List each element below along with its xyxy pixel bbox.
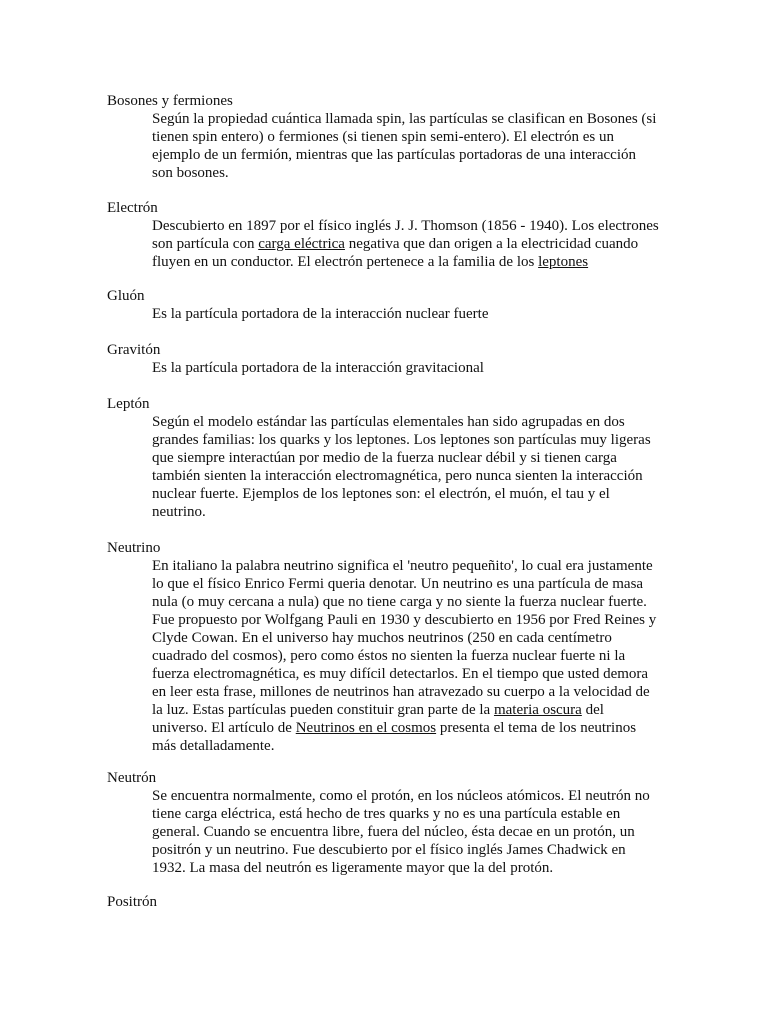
definition-line [152,823,667,841]
definition-text: del [581,702,604,718]
entry-definition [152,557,667,755]
definition-line [152,665,667,683]
definition-line [152,805,667,823]
definition-line [152,359,667,377]
definition-text: universo. El artículo de [152,720,296,736]
entry-term: Electrón [107,200,158,216]
inline-link[interactable]: materia oscura [493,702,582,718]
definition-line [152,683,667,701]
definition-text: en leer esta frase, millones de neutrinos han atravezado su cuerpo a la velocidad de [152,684,650,700]
definition-line [152,431,667,449]
definition-text: positrón y un neutrino. Fue descubierto por el físico inglés James Chadwick en [152,842,626,858]
definition-line [152,719,667,737]
definition-line [152,449,667,467]
definition-text: Es la partícula portadora de la interacción nuclear fuerte [152,306,489,322]
inline-link[interactable]: leptones [538,254,589,270]
definition-line [152,217,667,235]
entry-term: Neutrón [107,770,157,786]
definition-text: presenta el tema de los neutrinos [436,720,637,736]
definition-line [152,575,667,593]
entry-term: Positrón [107,894,158,910]
definition-line [152,253,667,271]
entry-definition [152,359,667,377]
definition-line [152,305,667,323]
entry-definition [152,110,667,182]
definition-text: Según la propiedad cuántica llamada spin, las partículas se clasifican en Bosones (si [152,111,657,127]
definition-line [152,503,667,521]
entry-neutron [107,769,667,877]
definition-text: neutrino. [152,504,206,520]
definition-text: ejemplo de un fermión, mientras que las partículas portadoras de una interacción [152,147,636,163]
definition-text: 1932. La masa del neutrón es ligeramente mayor que la del protón. [152,860,554,876]
definition-text: Es la partícula portadora de la interacción gravitacional [152,360,484,376]
definition-line [152,146,667,164]
definition-text: también sienten la interacción electromagnética, pero nunca sienten la interacción [152,468,643,484]
entry-term: Leptón [107,396,150,412]
definition-line [152,737,667,755]
entry-definition [152,305,667,323]
definition-text: Descubierto en 1897 por el físico inglés J. J. Thomson (1856 - 1940). Los electrones [152,218,659,234]
definition-text: negativa que dan origen a la electricidad cuando [344,236,639,252]
inline-link[interactable]: Neutrinos en el cosmos [295,720,437,736]
definition-text: cuadrado del cosmos), pero como éstos no sienten la fuerza nuclear fuerte ni la [152,648,626,664]
definition-line [152,647,667,665]
definition-line [152,110,667,128]
entry-neutrino [107,539,667,755]
definition-text: Clyde Cowan. En el universo hay muchos neutrinos (250 en cada centímetro [152,630,612,646]
definition-text: son partícula con [152,236,259,252]
definition-text: que siempre interactúan por medio de la fuerza nuclear débil y si tienen carga [152,450,617,466]
definition-text: Se encuentra normalmente, como el protón, en los núcleos atómicos. El neutrón no [152,788,650,804]
definition-text: la luz. Estas partículas pueden constituir gran parte de la [152,702,494,718]
definition-line [152,701,667,719]
definition-text: fuerza electromagnética, es muy difícil detectarlos. En el tiempo que usted demora [152,666,649,682]
definition-text: general. Cuando se encuentra libre, fuera del núcleo, ésta decae en un protón, un [152,824,635,840]
definition-text: lo que el físico Enrico Fermi queria denotar. Un neutrino es una partícula de masa [152,576,644,592]
entry-gluon [107,287,667,323]
entry-term: Gluón [107,288,145,304]
definition-line [152,787,667,805]
entry-electron [107,199,667,271]
definition-line [152,629,667,647]
definition-line [152,593,667,611]
entry-definition [152,413,667,521]
entry-definition [152,787,667,877]
inline-link[interactable]: carga eléctrica [258,236,345,252]
definition-line [152,413,667,431]
definition-text: más detalladamente. [152,738,275,754]
entry-lepton [107,395,667,521]
definition-text: nuclear fuerte. Ejemplos de los leptones son: el electrón, el muón, el tau y el [152,486,610,502]
definition-text: fluyen en un conductor. El electrón pertenece a la familia de los [152,254,539,270]
definition-text: Según el modelo estándar las partículas elementales han sido agrupadas en dos [152,414,625,430]
definition-text: En italiano la palabra neutrino significa el 'neutro pequeñito', lo cual era justamente [152,558,653,574]
entry-positron [107,893,667,911]
definition-line [152,841,667,859]
definition-text: Fue propuesto por Wolfgang Pauli en 1930 y descubierto en 1956 por Fred Reines y [152,612,657,628]
entry-graviton [107,341,667,377]
entry-definition [152,217,667,271]
entry-term: Neutrino [107,540,161,556]
entry-term: Gravitón [107,342,161,358]
definition-line [152,467,667,485]
definition-text: tienen spin entero) o fermiones (si tienen spin semi-entero). El electrón es un [152,129,614,145]
definition-line [152,859,667,877]
definition-text: grandes familias: los quarks y los leptones. Los leptones son partículas muy ligeras [152,432,651,448]
definition-line [152,557,667,575]
entry-bosones-y-fermiones [107,92,667,182]
definition-line [152,611,667,629]
definition-text: son bosones. [152,165,229,181]
definition-text: tiene carga eléctrica, está hecho de tres quarks y no es una partícula estable en [152,806,621,822]
definition-line [152,235,667,253]
definition-line [152,485,667,503]
definition-line [152,164,667,182]
definition-line [152,128,667,146]
entry-term: Bosones y fermiones [107,93,233,109]
definition-text: nula (o muy cercana a nula) que no tiene carga y no siente la fuerza nuclear fuerte. [152,594,647,610]
